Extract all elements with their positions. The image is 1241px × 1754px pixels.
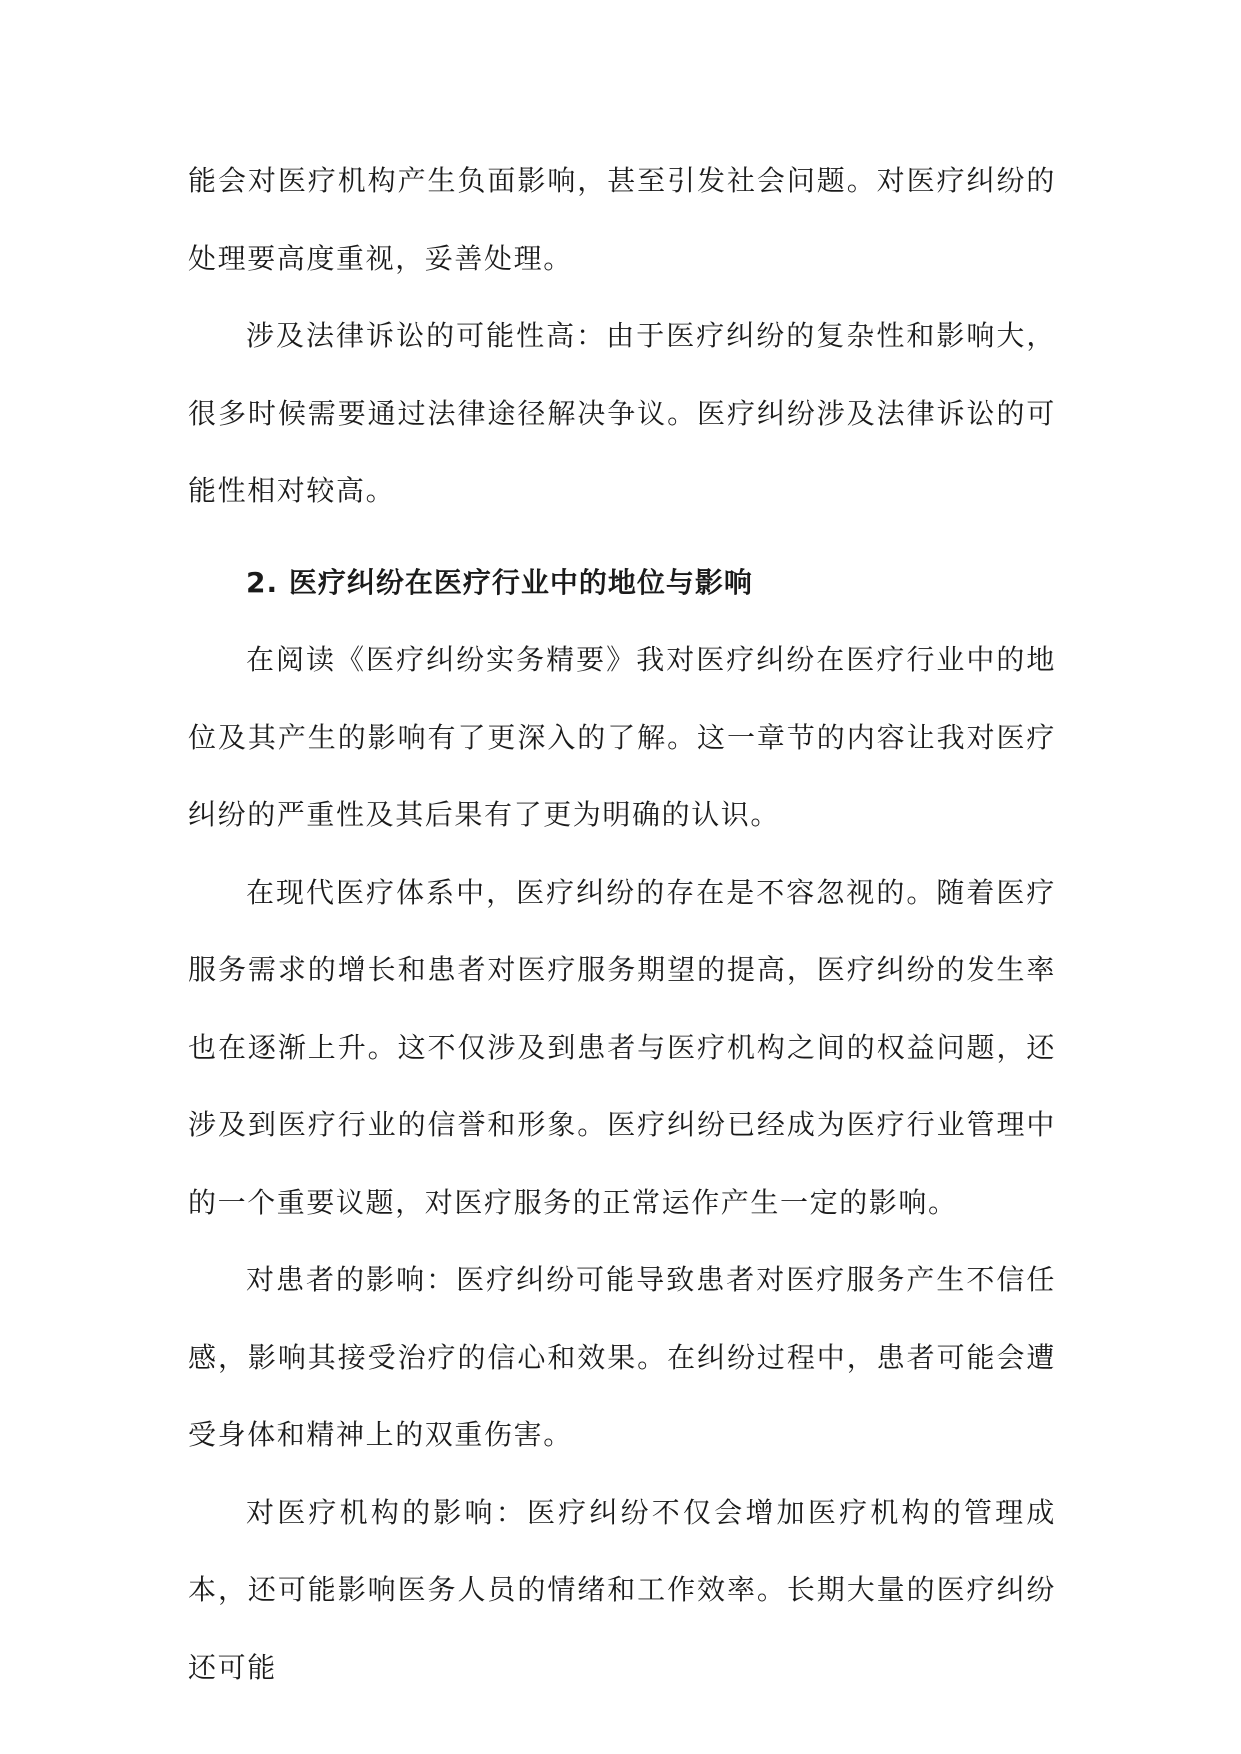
paragraph-patient-impact: 对患者的影响：医疗纠纷可能导致患者对医疗服务产生不信任感，影响其接受治疗的信心和效果。在纠纷过程中，患者可能会遭受身体和精神上的双重伤害。 [188,1263,1056,1451]
section-heading: 2. 医疗纠纷在医疗行业中的地位与影响 [246,565,753,599]
paragraph-reading: 在阅读《医疗纠纷实务精要》我对医疗纠纷在医疗行业中的地位及其产生的影响有了更深入的了解。这一章节的内容让我对医疗纠纷的严重性及其后果有了更为明确的认识。 [188,643,1056,831]
paragraph-modern-system: 在现代医疗体系中，医疗纠纷的存在是不容忽视的。随着医疗服务需求的增长和患者对医疗服务期望的提高，医疗纠纷的发生率也在逐渐上升。这不仅涉及到患者与医疗机构之间的权益问题，还涉及到医疗行业的信誉和形象。医疗纠纷已经成为医疗行业管理中的一个重要议题，对医疗服务的正常运作产生一定的影响。 [188,875,1056,1219]
paragraph-institution-impact: 对医疗机构的影响：医疗纠纷不仅会增加医疗机构的管理成本，还可能影响医务人员的情绪和工作效率。长期大量的医疗纠纷还可能 [188,1495,1056,1684]
paragraph-continuation: 能会对医疗机构产生负面影响，甚至引发社会问题。对医疗纠纷的处理要高度重视，妥善处理。 [188,164,1056,275]
document-page [188,142,1056,1706]
paragraph-litigation: 涉及法律诉讼的可能性高：由于医疗纠纷的复杂性和影响大，很多时候需要通过法律途径解决争议。医疗纠纷涉及法律诉讼的可能性相对较高。 [188,319,1056,507]
section-gap [188,530,1056,544]
